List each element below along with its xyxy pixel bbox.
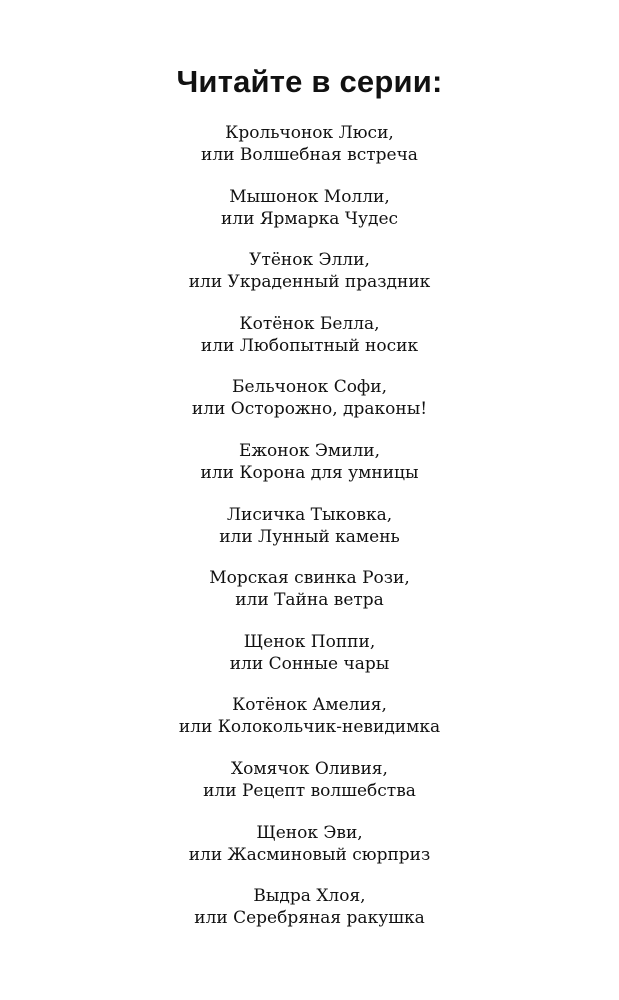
book-entry: [0, 758, 619, 822]
book-entry: [0, 186, 619, 250]
book-subtitle: или Рецепт волшебства: [203, 780, 416, 801]
book-subtitle: или Жасминовый сюрприз: [188, 844, 431, 865]
book-entry: [0, 122, 619, 186]
book-subtitle: или Украденный праздник: [188, 272, 431, 293]
book-subtitle: или Сонные чары: [229, 653, 390, 674]
book-entry: [0, 376, 619, 440]
book-title: Бельчонок Софи,: [232, 377, 387, 398]
book-title: Крольчонок Люси,: [225, 123, 394, 143]
book-title: Ежонок Эмили,: [239, 440, 380, 461]
book-title: Утёнок Элли,: [249, 250, 370, 271]
book-subtitle: или Волшебная встреча: [201, 145, 418, 165]
book-entry: [0, 504, 619, 568]
book-entry: [0, 885, 619, 949]
book-entry: [0, 631, 619, 695]
book-title: Котёнок Белла,: [239, 313, 380, 334]
book-entry: [0, 249, 619, 313]
book-title: Котёнок Амелия,: [232, 695, 387, 716]
book-subtitle: или Тайна ветра: [235, 590, 384, 611]
book-entry: [0, 567, 619, 631]
series-book-list: [0, 122, 619, 949]
book-title: Выдра Хлоя,: [253, 886, 366, 907]
book-entry: [0, 313, 619, 377]
book-subtitle: или Ярмарка Чудес: [220, 208, 399, 229]
book-entry: [0, 822, 619, 886]
book-subtitle: или Осторожно, драконы!: [191, 399, 428, 420]
book-title: Морская свинка Рози,: [209, 568, 410, 589]
book-subtitle: или Любопытный носик: [200, 335, 419, 356]
book-title: Щенок Эви,: [256, 822, 363, 843]
book-subtitle: или Серебряная ракушка: [194, 908, 425, 929]
book-entry: [0, 440, 619, 504]
book-subtitle: или Лунный камень: [219, 526, 400, 547]
book-entry: [0, 694, 619, 758]
book-title: Лисичка Тыковка,: [226, 504, 393, 525]
book-title: Мышонок Молли,: [229, 186, 390, 207]
book-subtitle: или Колокольчик-невидимка: [178, 717, 441, 738]
book-subtitle: или Корона для умницы: [200, 462, 419, 483]
book-title: Щенок Поппи,: [243, 631, 376, 652]
page-title: Читайте в серии:: [176, 64, 443, 99]
book-title: Хомячок Оливия,: [231, 758, 388, 779]
